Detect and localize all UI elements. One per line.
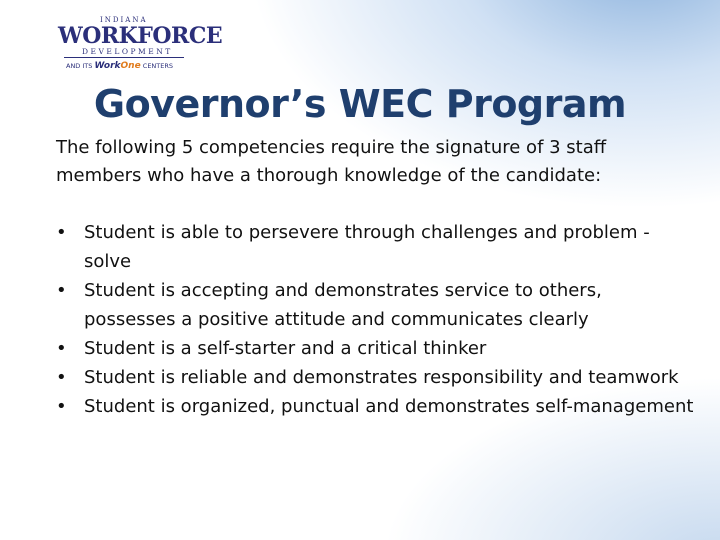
list-item: [56, 334, 696, 363]
list-item: [56, 218, 696, 276]
logo-suffix: CENTERS: [142, 62, 174, 70]
bullet-icon: •: [56, 338, 67, 359]
list-item-text: Student is reliable and demonstrates responsibility and teamwork: [84, 367, 679, 388]
workone-work: Work: [94, 61, 121, 71]
workone-one: One: [120, 61, 141, 71]
logo-indiana-text: INDIANA: [100, 16, 148, 24]
list-item: [56, 363, 696, 392]
competency-list: [56, 218, 696, 421]
logo-prefix: AND ITS: [66, 62, 93, 70]
list-item: [56, 276, 696, 334]
list-item-text: Student is accepting and demonstrates service to others, possesses a positive attitude and communicates clearly: [84, 280, 602, 330]
bullet-icon: •: [56, 367, 67, 388]
logo-divider: [64, 57, 184, 58]
slide-title: Governor’s WEC Program: [93, 82, 627, 126]
intro-paragraph: The following 5 competencies require the signature of 3 staff members who have a thorough knowledge of the candidate:: [56, 137, 607, 186]
indiana-workforce-logo: [58, 16, 223, 74]
logo-workforce-text: WORKFORCE: [58, 23, 223, 49]
bullet-icon: •: [56, 396, 67, 417]
bullet-icon: •: [56, 222, 67, 243]
workone-brand: [94, 61, 140, 71]
list-item: [56, 392, 696, 421]
list-item-text: Student is organized, punctual and demonstrates self-management: [84, 396, 694, 417]
logo-development-text: DEVELOPMENT: [82, 47, 173, 56]
bullet-icon: •: [56, 280, 67, 301]
list-item-text: Student is a self-starter and a critical thinker: [84, 338, 487, 359]
list-item-text: Student is able to persevere through challenges and problem -solve: [84, 222, 650, 272]
logo-tagline: [66, 61, 173, 71]
